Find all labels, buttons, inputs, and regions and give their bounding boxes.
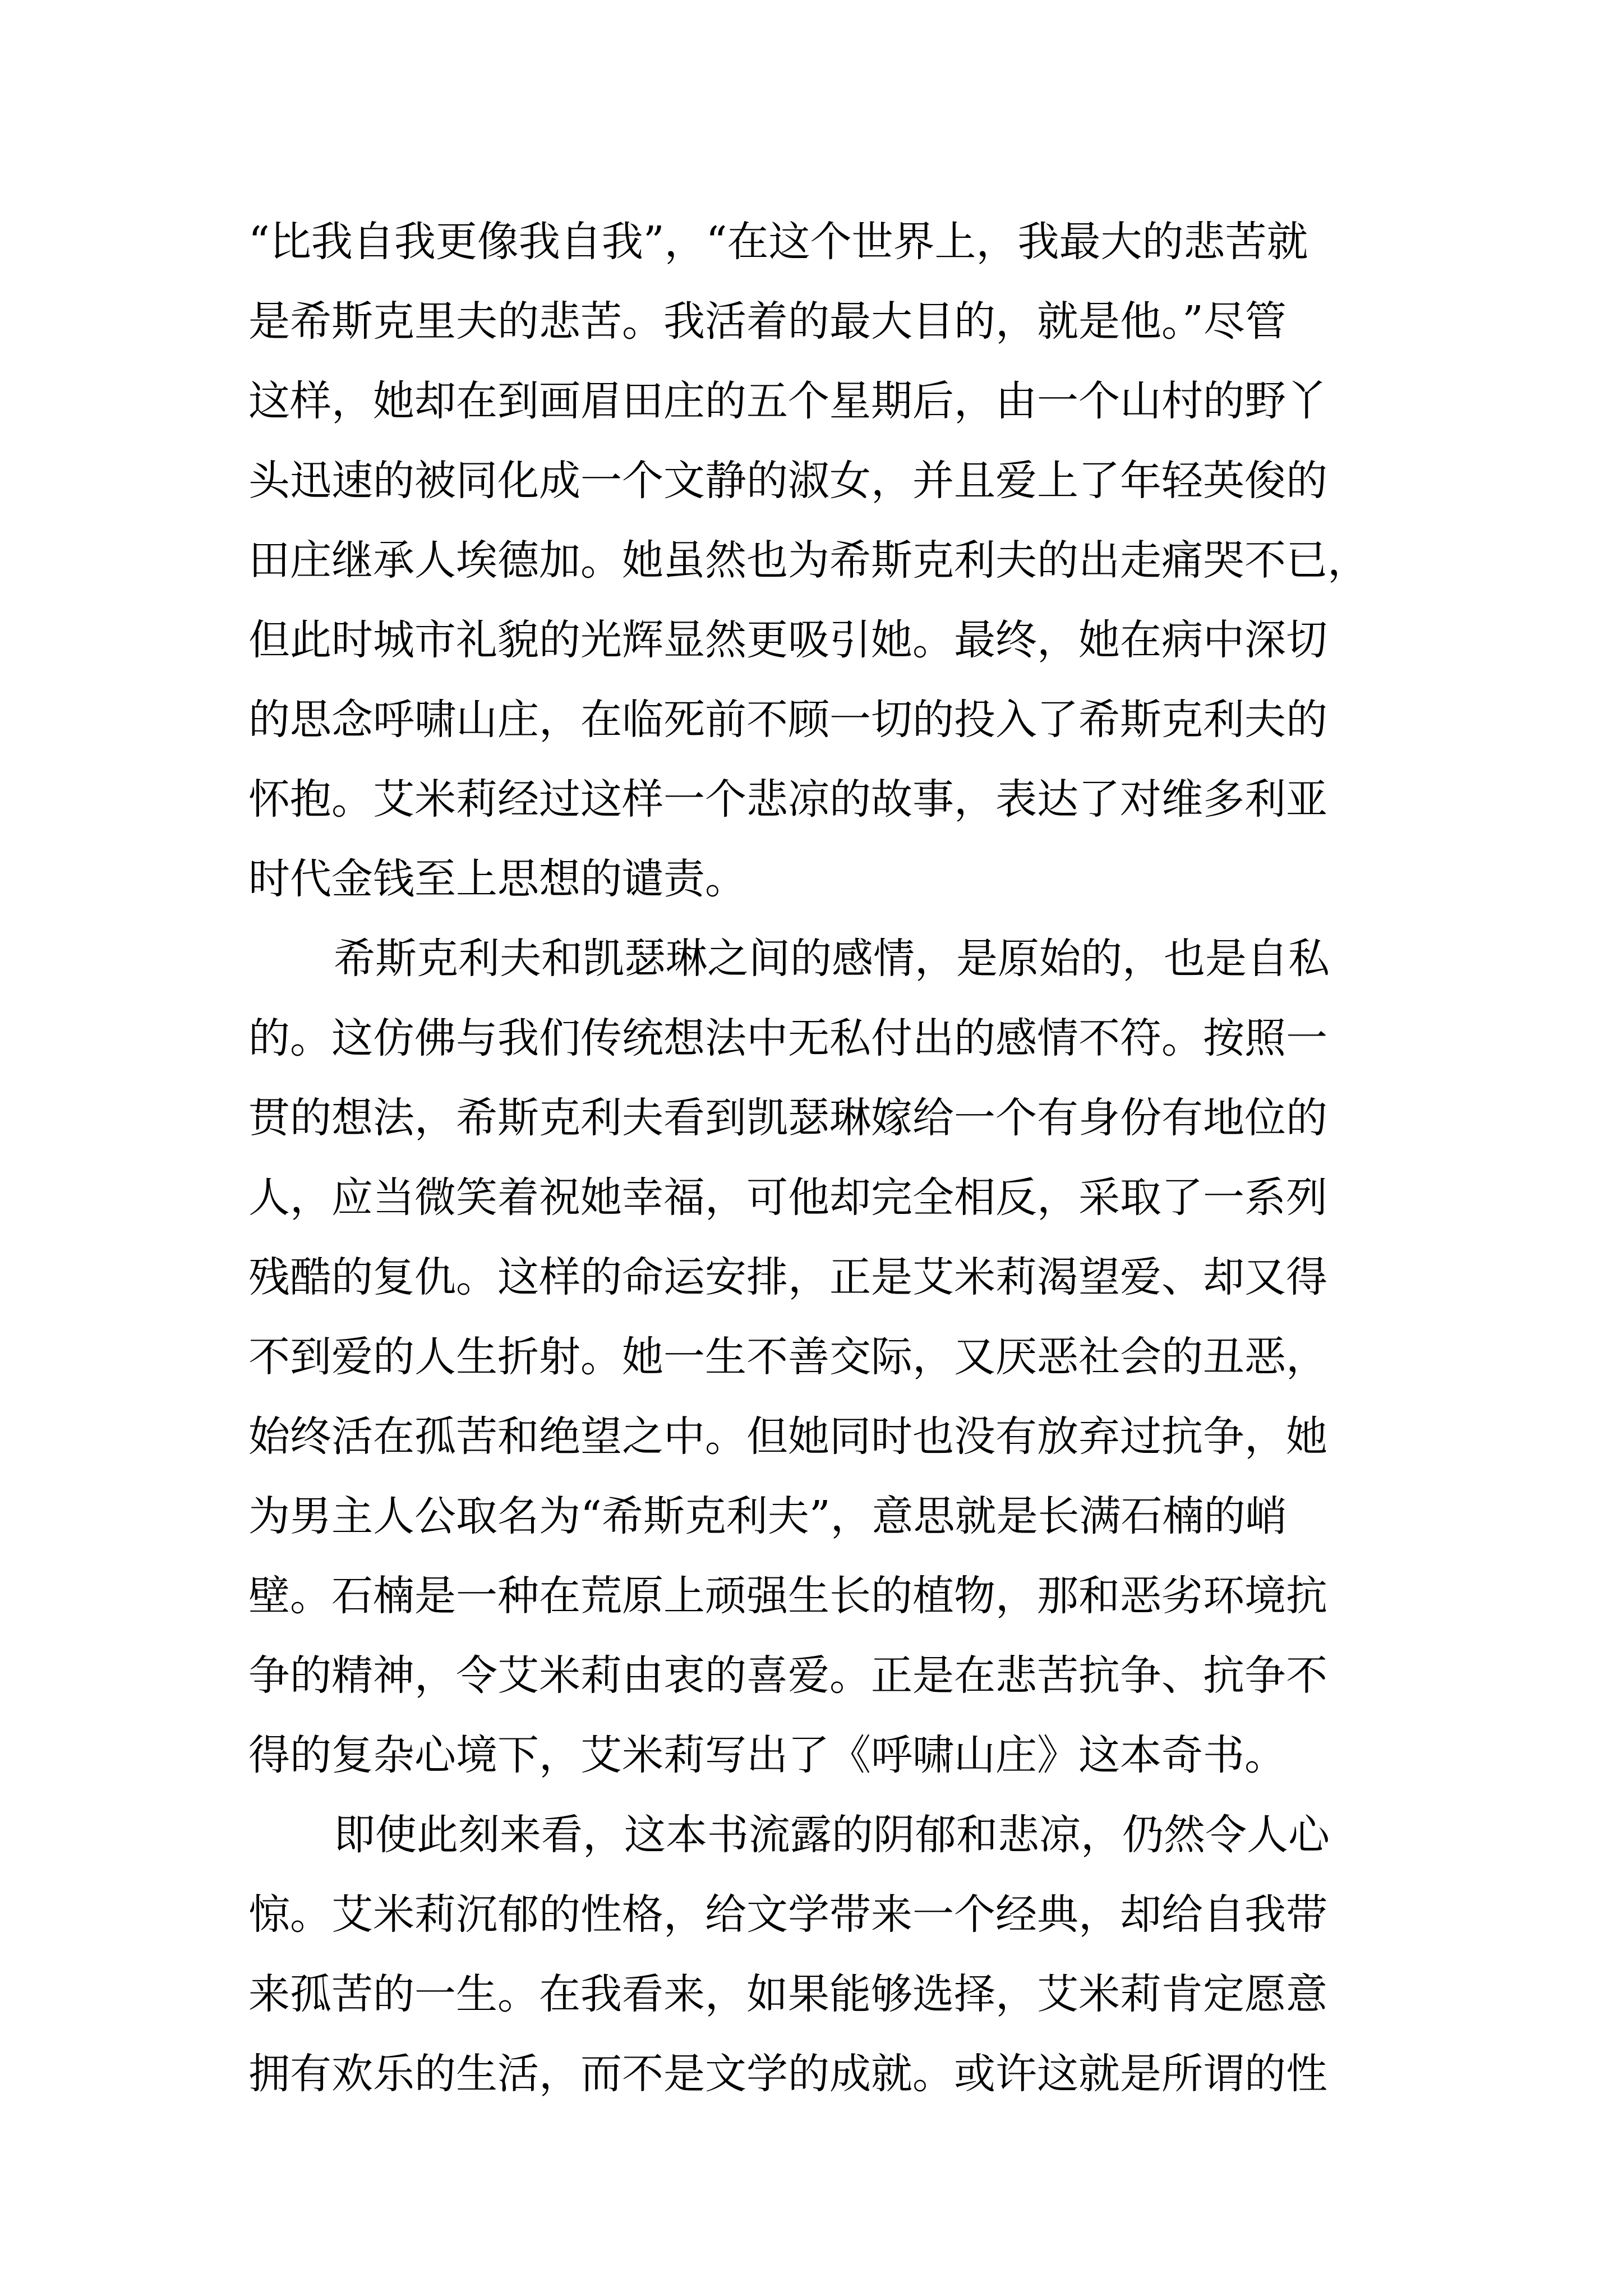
text-line: 始终活在孤苦和绝望之中。但她同时也没有放弃过抗争，她 [248, 1412, 1327, 1461]
body-text [248, 202, 1393, 2114]
text-line: 怀抱。艾米莉经过这样一个悲凉的故事，表达了对维多利亚 [248, 775, 1327, 823]
text-line: 田庄继承人埃德加。她虽然也为希斯克利夫的出走痛哭不已， [248, 536, 1369, 585]
text-line: 不到爱的人生折射。她一生不善交际，又厌恶社会的丑恶， [248, 1333, 1327, 1381]
text-line: 头迅速的被同化成一个文静的淑女，并且爱上了年轻英俊的 [248, 457, 1327, 505]
text-line: 人，应当微笑着祝她幸福，可他却完全相反，采取了一系列 [248, 1174, 1327, 1222]
text-line: 壁。石楠是一种在荒原上顽强生长的植物，那和恶劣环境抗 [248, 1572, 1327, 1620]
text-line: 的。这仿佛与我们传统想法中无私付出的感情不符。按照一 [248, 1014, 1327, 1062]
text-line: 争的精神，令艾米莉由衷的喜爱。正是在悲苦抗争、抗争不 [248, 1651, 1327, 1700]
text-line: 残酷的复仇。这样的命运安排，正是艾米莉渴望爱、却又得 [248, 1253, 1327, 1301]
text-line: 贯的想法，希斯克利夫看到凯瑟琳嫁给一个有身份有地位的 [248, 1094, 1327, 1142]
text-line: “比我自我更像我自我”，“在这个世界上，我最大的悲苦就 [248, 218, 1308, 266]
text-line: 希斯克利夫和凯瑟琳之间的感情，是原始的，也是自私 [334, 935, 1330, 983]
text-line: 来孤苦的一生。在我看来，如果能够选择，艾米莉肯定愿意 [248, 1970, 1327, 2018]
text-line: 的思念呼啸山庄，在临死前不顾一切的投入了希斯克利夫的 [248, 696, 1327, 744]
text-line: 即使此刻来看，这本书流露的阴郁和悲凉，仍然令人心 [334, 1811, 1330, 1859]
paragraph-3 [248, 1795, 1393, 2114]
paragraph-1 [248, 202, 1393, 919]
text-line: 这样，她却在到画眉田庄的五个星期后，由一个山村的野丫 [248, 377, 1327, 425]
paragraph-2 [248, 919, 1393, 1795]
text-line: 惊。艾米莉沉郁的性格，给文学带来一个经典，却给自我带 [248, 1890, 1327, 1939]
text-line: 时代金钱至上思想的谴责。 [248, 855, 746, 903]
text-line: 为男主人公取名为“希斯克利夫”，意思就是长满石楠的峭 [248, 1492, 1287, 1540]
text-line: 但此时城市礼貌的光辉显然更吸引她。最终，她在病中深切 [248, 616, 1327, 664]
text-line: 是希斯克里夫的悲苦。我活着的最大目的，就是他。”尽管 [248, 297, 1287, 346]
text-line: 得的复杂心境下，艾米莉写出了《呼啸山庄》这本奇书。 [248, 1731, 1286, 1779]
text-line: 拥有欢乐的生活，而不是文学的成就。或许这就是所谓的性 [248, 2050, 1327, 2098]
